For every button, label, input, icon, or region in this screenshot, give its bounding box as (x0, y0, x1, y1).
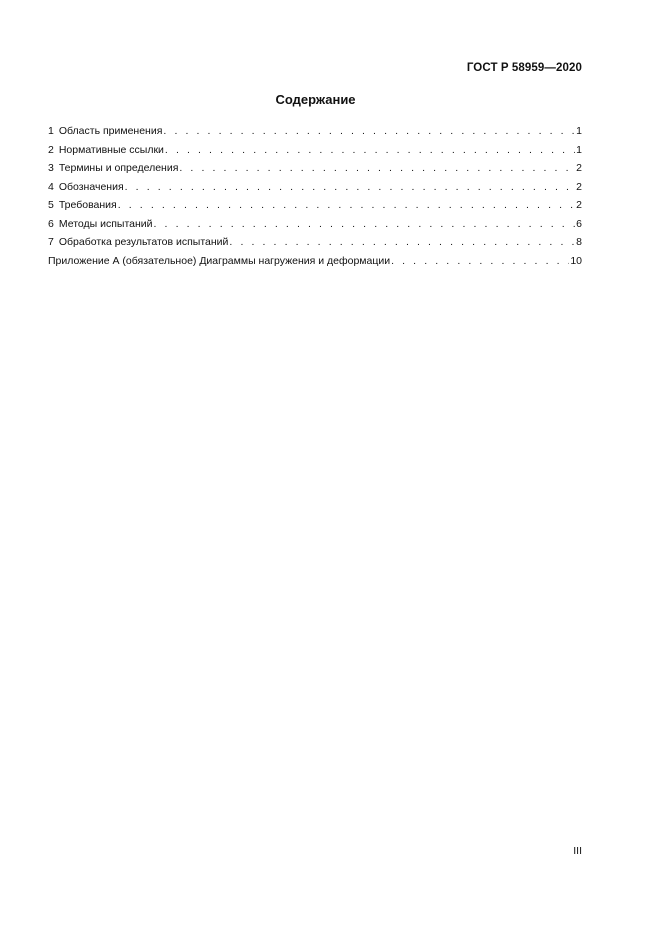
toc-entry-page: 2 (576, 180, 582, 193)
table-of-contents (48, 122, 582, 270)
toc-entry-page: 1 (576, 125, 582, 137)
toc-entry[interactable] (48, 233, 582, 252)
toc-entry-label: Требования (58, 199, 117, 211)
toc-entry-page: 2 (576, 199, 582, 211)
toc-entry-number: 6 (48, 217, 54, 230)
toc-leader-dots (229, 233, 575, 252)
toc-leader-dots (391, 252, 569, 271)
toc-leader-dots (118, 196, 575, 215)
toc-entry-label: Обработка результатов испытаний (58, 236, 229, 248)
toc-entry-number: 5 (48, 199, 54, 211)
toc-entry[interactable] (48, 141, 582, 160)
toc-entry[interactable] (48, 178, 582, 197)
toc-leader-dots (154, 215, 576, 234)
toc-entry-label: Нормативные ссылки (58, 143, 164, 156)
toc-leader-dots (165, 141, 575, 160)
standard-code: ГОСТ Р 58959—2020 (466, 62, 582, 74)
toc-entry-label: Методы испытаний (58, 217, 153, 230)
toc-entry-number: 2 (48, 143, 54, 156)
toc-entry[interactable] (48, 122, 582, 141)
toc-entry-page: 1 (576, 143, 582, 156)
toc-entry[interactable] (48, 215, 582, 234)
toc-entry-page: 6 (576, 217, 582, 230)
toc-entry[interactable] (48, 196, 582, 215)
toc-entry[interactable] (48, 159, 582, 178)
toc-entry-label: Область применения (58, 125, 163, 137)
toc-entry-number: 7 (48, 236, 54, 248)
toc-entry-label: Обозначения (58, 180, 124, 193)
toc-title: Содержание (275, 92, 356, 107)
toc-entry-page: 2 (576, 162, 582, 174)
toc-leader-dots (163, 122, 575, 141)
toc-leader-dots (179, 159, 575, 178)
toc-leader-dots (125, 178, 576, 197)
toc-entry-appendix[interactable] (48, 252, 582, 271)
toc-entry-page: 10 (570, 254, 582, 267)
toc-entry-number: 4 (48, 180, 54, 193)
toc-entry-number: 1 (48, 125, 54, 137)
toc-entry-page: 8 (576, 236, 582, 248)
toc-entry-number: 3 (48, 162, 54, 174)
toc-entry-label: Приложение А (обязательное) Диаграммы нагружения и деформации (48, 254, 391, 267)
page-number: III (573, 845, 582, 857)
toc-entry-label: Термины и определения (58, 162, 179, 174)
